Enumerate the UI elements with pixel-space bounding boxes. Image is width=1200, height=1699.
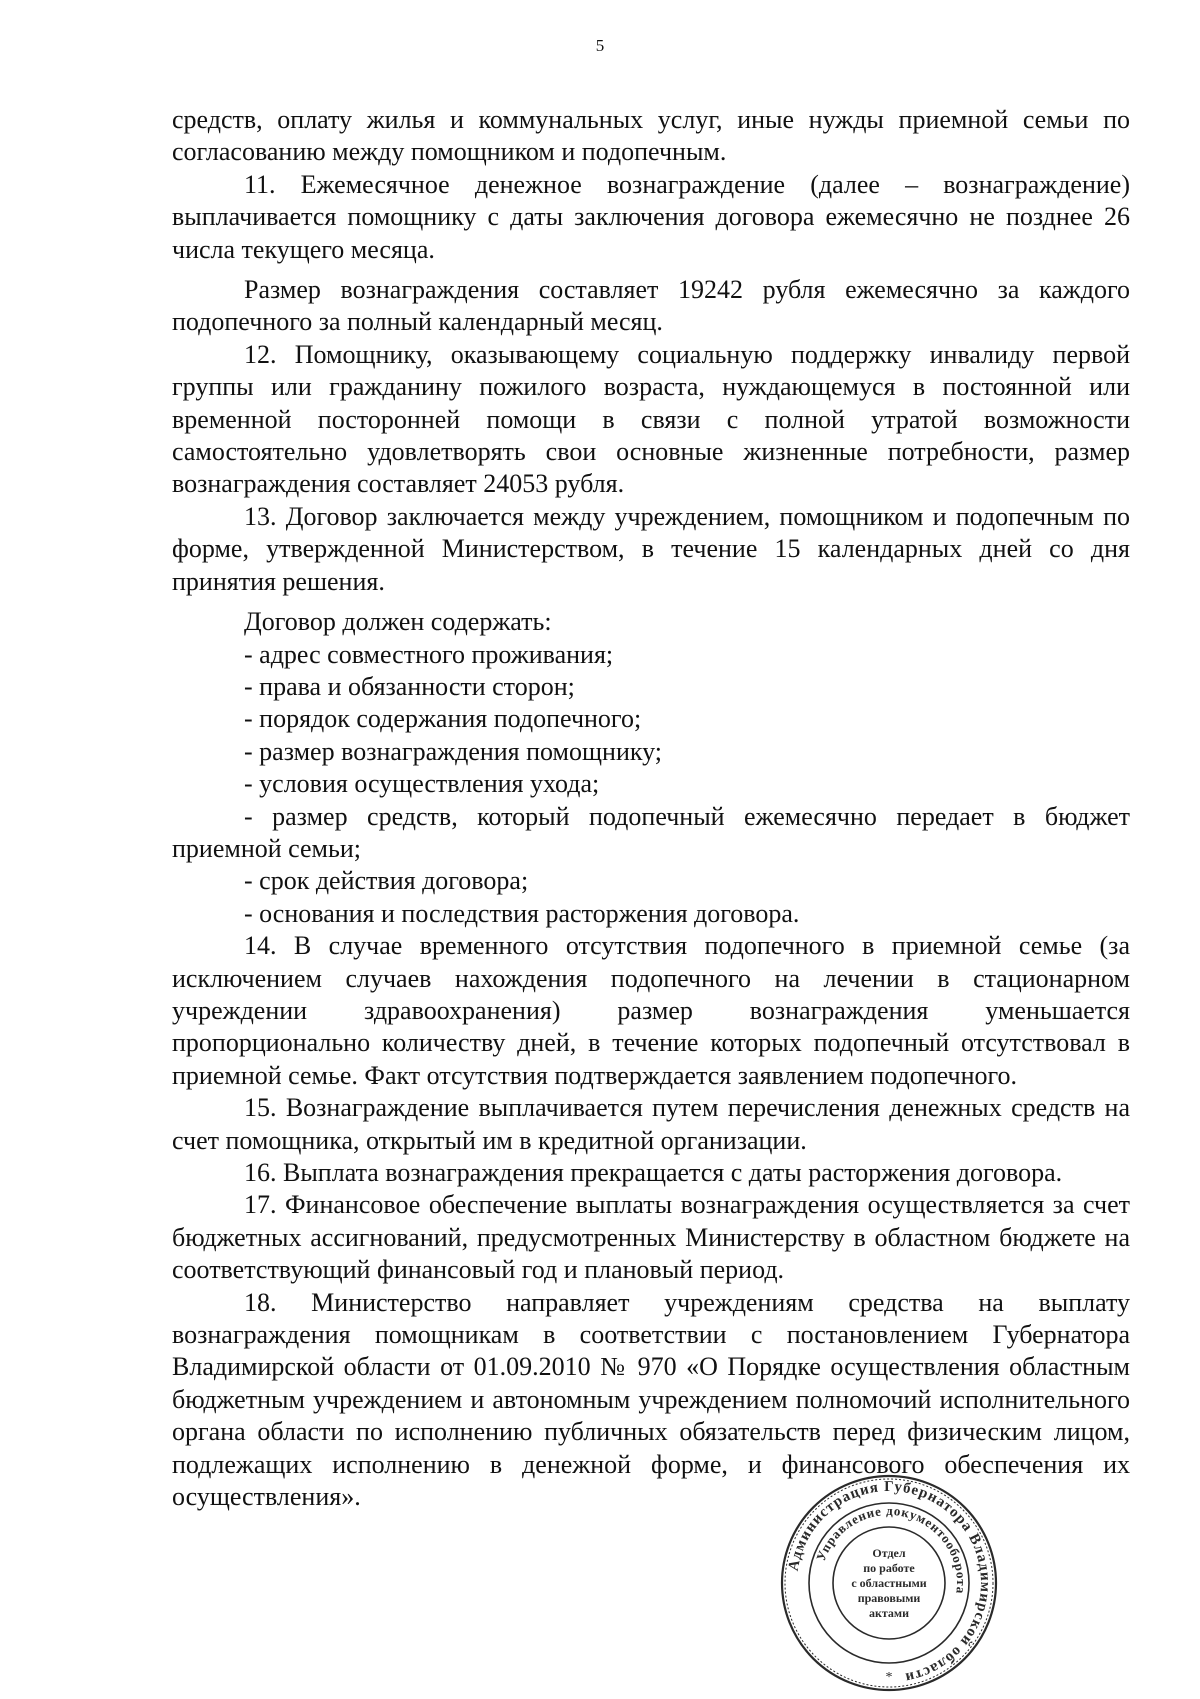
page-number: 5 [595, 36, 605, 55]
paragraph: 15. Вознаграждение выплачивается путем перечисления денежных средств на счет помощника, открытый им в кредитной организации. [172, 1093, 1130, 1155]
paragraph: 16. Выплата вознаграждения прекращается с даты расторжения договора. [244, 1158, 1063, 1187]
seal-center-line: по работе [863, 1561, 915, 1575]
paragraph: - размер вознаграждения помощнику; [244, 736, 663, 766]
seal-inner-text: Управление документооборота [813, 1502, 970, 1596]
seal-outer-text: Администрация Губернатора Владимирской области [785, 1478, 994, 1686]
seal-center-line: правовыми [857, 1591, 921, 1605]
paragraph: - основания и последствия расторжения договора. [244, 898, 800, 928]
paragraph: - размер средств, который подопечный ежемесячно передает в бюджет приемной семьи; [172, 801, 1130, 863]
paragraph: 14. В случае временного отсутствия подопечного в приемной семье (за исключением случаев нахождения подопечного на лечении в стационарном учреждении здравоохранения) размер вознаграждения уменьшается пропорционально количеству дней, в течение которых подопечный отсутствовал в приемной семье. Факт отсутствия подтверждается заявлением подопечного. [172, 931, 1130, 1090]
paragraph: средств, оплату жилья и коммунальных услуг, иные нужды приемной семьи по согласованию между помощником и подопечным. [172, 105, 1130, 167]
paragraph: - условия осуществления ухода; [244, 769, 600, 799]
seal-center-line: с областными [851, 1576, 927, 1590]
seal-center-text [851, 1546, 926, 1620]
official-seal [778, 1472, 1000, 1694]
seal-star: * [885, 1670, 893, 1685]
paragraph: 13. Договор заключается между учреждением, помощником и подопечным по форме, утвержденной Министерством, в течение 15 календарных дней со дня принятия решения. [172, 501, 1130, 596]
paragraph: 11. Ежемесячное денежное вознаграждение (далее – вознаграждение) выплачивается помощнику с даты заключения договора ежемесячно не позднее 26 числа текущего месяца. [172, 169, 1130, 264]
paragraph: 12. Помощнику, оказывающему социальную поддержку инвалиду первой группы или гражданину пожилого возраста, нуждающемуся в постоянной или временной посторонней помощи в связи с полной утратой возможности самостоятельно удовлетворять свои основные жизненные потребности, размер вознаграждения составляет 24053 рубля. [172, 339, 1130, 499]
paragraph: - адрес совместного проживания; [244, 639, 614, 669]
paragraph: - срок действия договора; [244, 866, 529, 896]
paragraph: 18. Министерство направляет учреждениям средства на выплату вознаграждения помощникам в соответствии с постановлением Губернатора Владимирской области от 01.09.2010 № 970 «О Порядке осуществления областным бюджетным учреждением и автономным учреждением полномочий исполнительного органа области по исполнению публичных обязательств перед физическим лицом, подлежащих исполнению в денежной форме, и финансового обеспечения их осуществления». [172, 1287, 1130, 1512]
paragraph: Договор должен содержать: [244, 607, 552, 637]
seal-center-line: актами [868, 1606, 910, 1620]
paragraph: 17. Финансовое обеспечение выплаты вознаграждения осуществляется за счет бюджетных ассигнований, предусмотренных Министерству в областном бюджете на соответствующий финансовый год и плановый период. [172, 1190, 1130, 1285]
seal-graphic [778, 1472, 1000, 1694]
paragraph: Размер вознаграждения составляет 19242 рубля ежемесячно за каждого подопечного за полный календарный месяц. [172, 275, 1130, 337]
seal-center-line: Отдел [872, 1546, 906, 1560]
paragraph: - порядок содержания подопечного; [244, 704, 642, 734]
paragraph: - права и обязанности сторон; [244, 671, 575, 701]
document-body [172, 104, 1130, 1513]
